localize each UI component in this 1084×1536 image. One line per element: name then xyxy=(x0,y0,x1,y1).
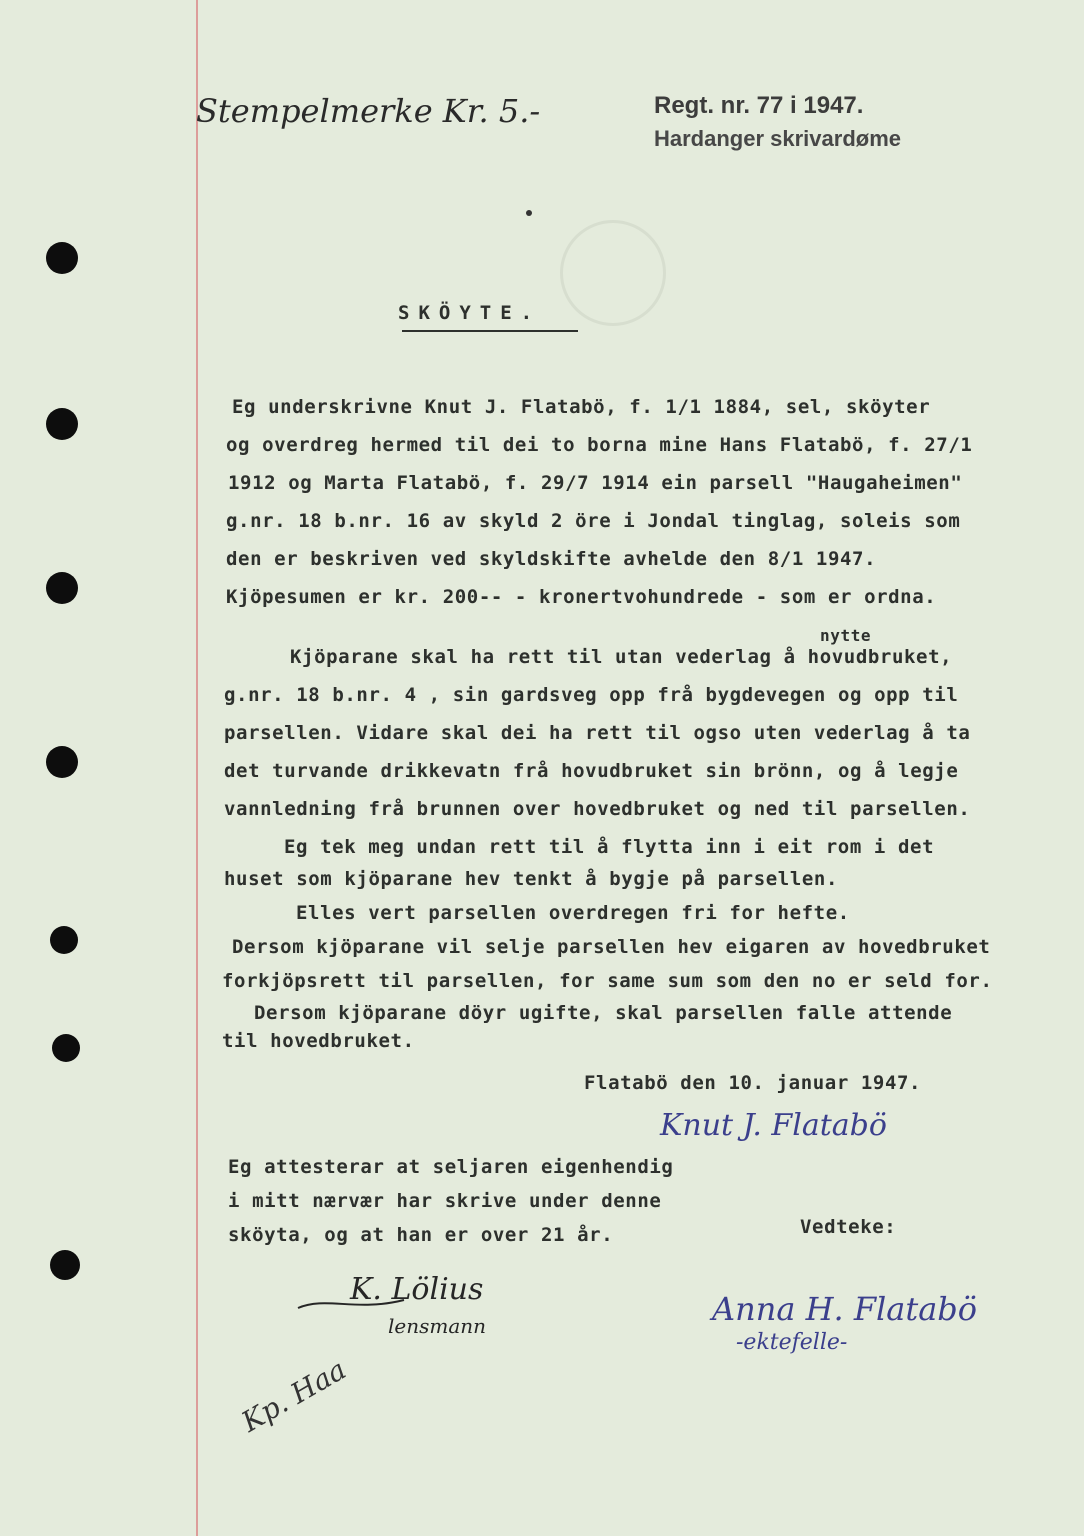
margin-line xyxy=(196,0,198,1536)
body-line: vannledning frå brunnen over hovedbruket og ned til parsellen. xyxy=(224,798,971,820)
punch-hole xyxy=(46,572,78,604)
approved-label: Vedteke: xyxy=(800,1216,897,1238)
office-stamp: Hardanger skrivardøme xyxy=(654,126,901,151)
document-title: SKÖYTE. xyxy=(398,302,542,324)
witness-title: lensmann xyxy=(388,1314,487,1338)
spouse-title: -ektefelle- xyxy=(736,1330,848,1355)
attest-line: sköyta, og at han er over 21 år. xyxy=(228,1224,614,1246)
attest-line: Eg attesterar at seljaren eigenhendig xyxy=(228,1156,674,1178)
witness-signature: K. Lölius xyxy=(350,1272,484,1307)
body-line: Dersom kjöparane vil selje parsellen hev eigaren av hovedbruket xyxy=(232,936,991,958)
ink-dot xyxy=(526,210,532,216)
body-line: den er beskriven ved skyldskifte avhelde den 8/1 1947. xyxy=(226,548,877,570)
place-date: Flatabö den 10. januar 1947. xyxy=(584,1072,922,1094)
body-line: det turvande drikkevatn frå hovudbruket sin brönn, og å legje xyxy=(224,760,959,782)
insertion-note: nytte xyxy=(820,626,872,645)
punch-hole xyxy=(46,408,78,440)
body-line: og overdreg hermed til dei to borna mine Hans Flatabö, f. 27/1 xyxy=(226,434,973,456)
body-line: Eg underskrivne Knut J. Flatabö, f. 1/1 1884, sel, sköyter xyxy=(232,396,931,418)
faint-seal-mark xyxy=(560,220,666,326)
punch-hole xyxy=(50,1250,80,1280)
body-line: parsellen. Vidare skal dei ha rett til ogso uten vederlag å ta xyxy=(224,722,971,744)
spouse-signature: Anna H. Flatabö xyxy=(712,1290,978,1328)
body-line: Kjöpesumen er kr. 200-- - kronertvohundrede - som er ordna. xyxy=(226,586,937,608)
punch-hole xyxy=(46,242,78,274)
stamp-fee-note: Stempelmerke Kr. 5.- xyxy=(196,92,541,130)
punch-hole xyxy=(46,746,78,778)
body-line: 1912 og Marta Flatabö, f. 29/7 1914 ein parsell "Haugaheimen" xyxy=(228,472,963,494)
punch-hole xyxy=(50,926,78,954)
registration-number: Regt. nr. 77 i 1947. xyxy=(654,92,864,119)
body-line: til hovedbruket. xyxy=(222,1030,415,1052)
body-line: g.nr. 18 b.nr. 16 av skyld 2 öre i Jondal tinglag, soleis som xyxy=(226,510,961,532)
body-line: forkjöpsrett til parsellen, for same sum som den no er seld for. xyxy=(222,970,993,992)
signature-flourish xyxy=(296,1290,406,1314)
punch-hole xyxy=(52,1034,80,1062)
clerk-initials: Kp. Haa xyxy=(236,1352,352,1439)
body-line: g.nr. 18 b.nr. 4 , sin gardsveg opp frå bygdevegen og opp til xyxy=(224,684,959,706)
body-line: Kjöparane skal ha rett til utan vederlag å hovudbruket, xyxy=(290,646,953,668)
body-line: Eg tek meg undan rett til å flytta inn i eit rom i det xyxy=(284,836,935,858)
body-line: Elles vert parsellen overdregen fri for hefte. xyxy=(296,902,850,924)
attest-line: i mitt nærvær har skrive under denne xyxy=(228,1190,662,1212)
body-line: huset som kjöparane hev tenkt å bygje på parsellen. xyxy=(224,868,838,890)
seller-signature: Knut J. Flatabö xyxy=(660,1108,887,1143)
title-underline xyxy=(402,330,578,332)
body-line: Dersom kjöparane döyr ugifte, skal parsellen falle attende xyxy=(254,1002,953,1024)
